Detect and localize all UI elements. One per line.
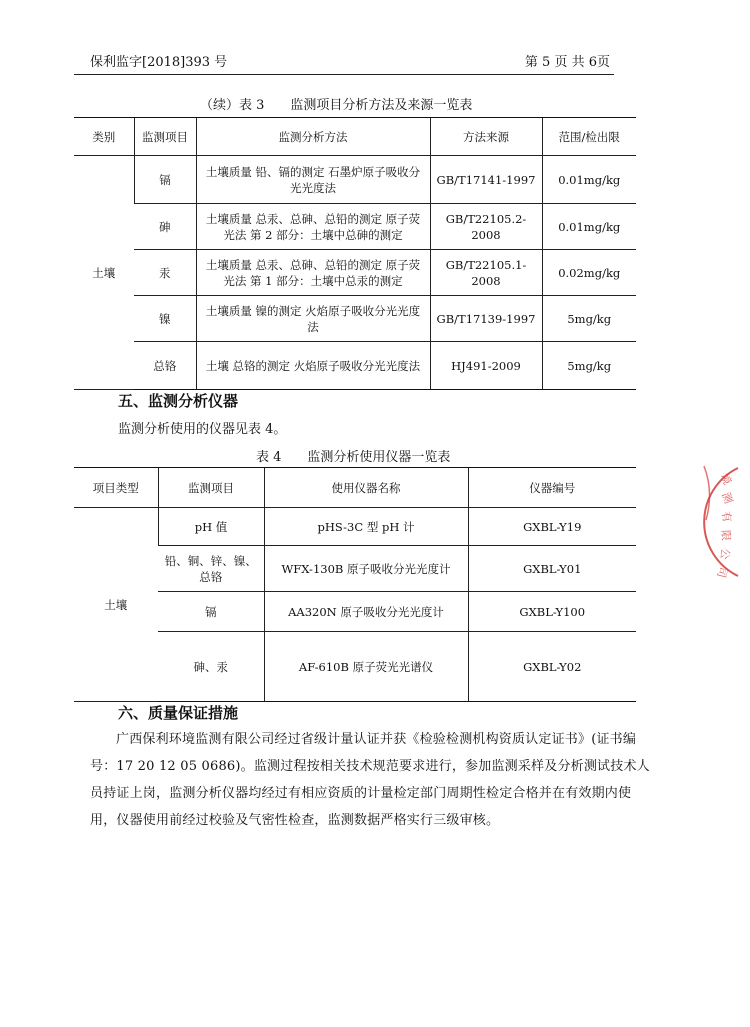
table4-item-cell: pH 值 <box>158 508 264 546</box>
table3-limit-cell: 5mg/kg <box>542 296 636 342</box>
table3-header-method: 监测分析方法 <box>196 118 430 156</box>
svg-text:限: 限 <box>719 529 733 542</box>
table3-item-cell: 汞 <box>134 250 196 296</box>
table3-caption: （续）表 3 监测项目分析方法及来源一览表 <box>200 98 473 113</box>
svg-text:境: 境 <box>717 471 734 488</box>
table4-code-cell: GXBL-Y19 <box>468 508 636 546</box>
table-row <box>74 342 636 390</box>
table3-header-limit: 范围/检出限 <box>542 118 636 156</box>
table3-category-cell: 土壤 <box>74 156 134 390</box>
table3-item-cell: 总铬 <box>134 342 196 390</box>
table3-method-cell: 土壤质量 总汞、总砷、总铅的测定 原子荧光法 第 1 部分：土壤中总汞的测定 <box>196 250 430 296</box>
table4-header-instrument: 使用仪器名称 <box>264 468 468 508</box>
table-row <box>74 204 636 250</box>
table3-item-cell: 砷 <box>134 204 196 250</box>
table3-source-cell: GB/T17141-1997 <box>430 156 542 204</box>
table4-item-cell: 砷、汞 <box>158 632 264 702</box>
table3-item-cell: 镉 <box>134 156 196 204</box>
header-page-info: 第 5 页 共 6页 <box>524 55 610 70</box>
table3-source-cell: GB/T22105.2-2008 <box>430 204 542 250</box>
table4-item-cell: 铅、铜、锌、镍、总铬 <box>158 546 264 592</box>
svg-text:公: 公 <box>717 547 732 560</box>
table4-header-type: 项目类型 <box>74 468 158 508</box>
table-row <box>74 546 636 592</box>
section5-title: 五、监测分析仪器 <box>118 392 239 410</box>
svg-text:测: 测 <box>719 490 736 506</box>
section6-title: 六、质量保证措施 <box>118 704 239 722</box>
table3-limit-cell: 0.01mg/kg <box>542 156 636 204</box>
table3-limit-cell: 0.02mg/kg <box>542 250 636 296</box>
section5-intro: 监测分析使用的仪器见表 4。 <box>118 422 287 437</box>
table3-header-category: 类别 <box>74 118 134 156</box>
table-row <box>74 250 636 296</box>
table3-header-source: 方法来源 <box>430 118 542 156</box>
table4-category-cell: 土壤 <box>74 508 158 702</box>
table3-limit-cell: 5mg/kg <box>542 342 636 390</box>
table4-header-item: 监测项目 <box>158 468 264 508</box>
table3-source-cell: HJ491-2009 <box>430 342 542 390</box>
table4-instrument-cell: WFX-130B 原子吸收分光光度计 <box>264 546 468 592</box>
table3-limit-cell: 0.01mg/kg <box>542 204 636 250</box>
table3-method-cell: 土壤质量 镍的测定 火焰原子吸收分光光度法 <box>196 296 430 342</box>
table4 <box>74 467 636 702</box>
company-seal-stamp <box>692 462 748 582</box>
svg-text:有: 有 <box>719 510 734 524</box>
table4-instrument-cell: AA320N 原子吸收分光光度计 <box>264 592 468 632</box>
table-row <box>74 156 636 204</box>
table4-header-code: 仪器编号 <box>468 468 636 508</box>
table3-source-cell: GB/T17139-1997 <box>430 296 542 342</box>
table-row <box>74 296 636 342</box>
table4-code-cell: GXBL-Y100 <box>468 592 636 632</box>
table3-item-cell: 镍 <box>134 296 196 342</box>
table4-item-cell: 镉 <box>158 592 264 632</box>
header-rule <box>74 74 614 75</box>
table4-instrument-cell: pHS-3C 型 pH 计 <box>264 508 468 546</box>
header-doc-number: 保利监字[2018]393 号 <box>90 55 228 70</box>
table4-code-cell: GXBL-Y01 <box>468 546 636 592</box>
table-row <box>74 632 636 702</box>
table4-code-cell: GXBL-Y02 <box>468 632 636 702</box>
table4-instrument-cell: AF-610B 原子荧光光谱仪 <box>264 632 468 702</box>
table4-caption: 表 4 监测分析使用仪器一览表 <box>256 450 451 465</box>
table3-method-cell: 土壤质量 铅、镉的测定 石墨炉原子吸收分光光度法 <box>196 156 430 204</box>
table3-method-cell: 土壤质量 总汞、总砷、总铅的测定 原子荧光法 第 2 部分：土壤中总砷的测定 <box>196 204 430 250</box>
table-row <box>74 508 636 546</box>
table3-header-item: 监测项目 <box>134 118 196 156</box>
svg-text:司: 司 <box>714 565 730 580</box>
section6-paragraph: 广西保利环境监测有限公司经过省级计量认证并获《检验检测机构资质认定证书》(证书编号：17 20 12 05 0686)。监测过程按相关技术规范要求进行，参加监测采样及分析测试技术人员持证上岗，监测分析仪器均经过有相应资质的计量检定部门周期性检定合格并在有效期内使用，仪器使用前经过校验及气密性检查，监测数据严格实行三级审核。 <box>90 732 650 828</box>
table-row <box>74 592 636 632</box>
table3-method-cell: 土壤 总铬的测定 火焰原子吸收分光光度法 <box>196 342 430 390</box>
table3-source-cell: GB/T22105.1-2008 <box>430 250 542 296</box>
table3 <box>74 117 636 390</box>
